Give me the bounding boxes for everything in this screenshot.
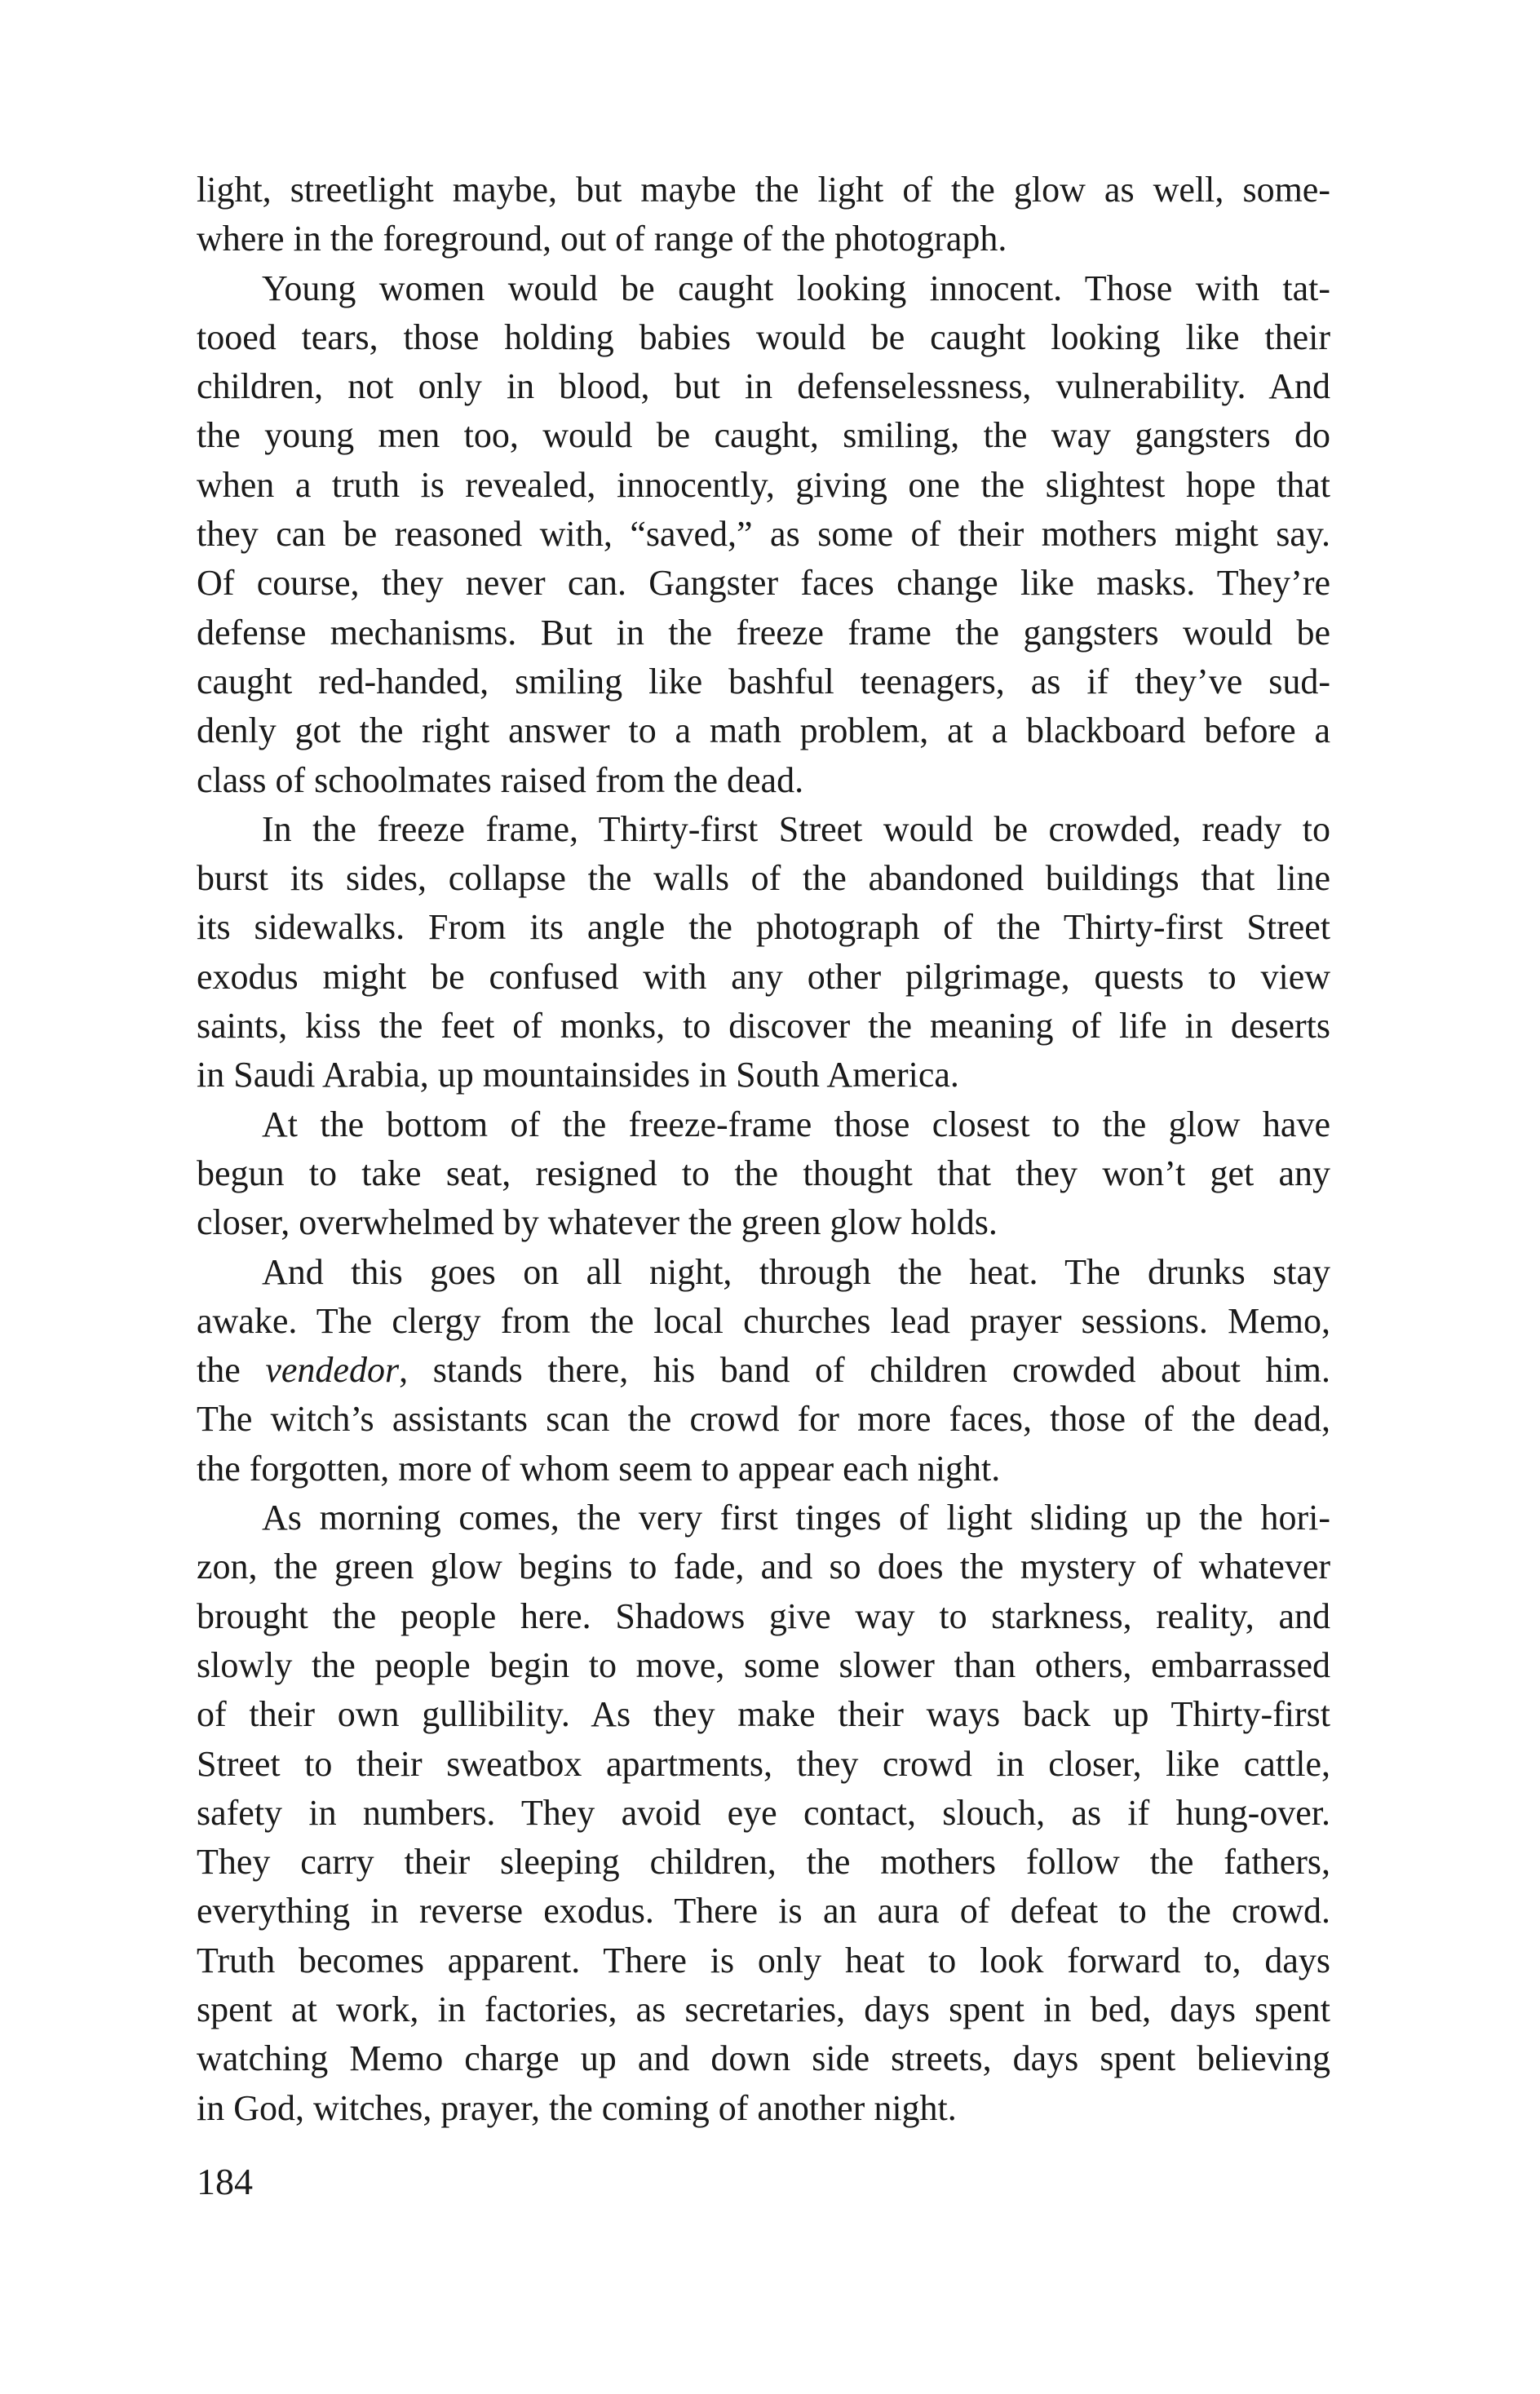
text-line: they can be reasoned with, “saved,” as some of their mothers might say. — [197, 514, 1330, 555]
text-line: The witch’s assistants scan the crowd for more faces, those of the dead, — [197, 1399, 1330, 1440]
text-line: burst its sides, collapse the walls of the abandoned buildings that line — [197, 858, 1330, 899]
paragraph-2 — [197, 264, 1330, 805]
text-line: spent at work, in factories, as secretaries, days spent in bed, days spent — [197, 1989, 1330, 2029]
text-line: in God, witches, prayer, the coming of another night. — [197, 2087, 957, 2128]
text-line: caught red-handed, smiling like bashful teenagers, as if they’ve sud- — [197, 661, 1330, 701]
paragraph-3 — [197, 805, 1330, 1100]
text-line: At the bottom of the freeze-frame those closest to the glow have — [262, 1104, 1330, 1144]
text-line: saints, kiss the feet of monks, to discover the meaning of life in deserts — [197, 1006, 1330, 1047]
italic-word: vendedor — [265, 1350, 400, 1391]
text-line: brought the people here. Shadows give way to starkness, reality, and — [197, 1595, 1330, 1636]
text-line: awake. The clergy from the local churches lead prayer sessions. Memo, — [197, 1300, 1330, 1341]
text-line: everything in reverse exodus. There is an aura of defeat to the crowd. — [197, 1891, 1330, 1932]
page-body — [197, 166, 1330, 2133]
paragraph-4 — [197, 1100, 1330, 1248]
text-line: when a truth is revealed, innocently, giving one the slightest hope that — [197, 464, 1330, 505]
text-line: closer, overwhelmed by whatever the green glow holds. — [197, 1202, 998, 1243]
text-line: Of course, they never can. Gangster faces change like masks. They’re — [197, 563, 1330, 604]
text-line: They carry their sleeping children, the mothers follow the fathers, — [197, 1842, 1330, 1883]
text-line: the vendedor, stands there, his band of children crowded about him. — [197, 1350, 1330, 1391]
text-line: denly got the right answer to a math problem, at a blackboard before a — [197, 710, 1330, 751]
text-line: begun to take seat, resigned to the thought that they won’t get any — [197, 1153, 1330, 1193]
text-line: Young women would be caught looking innocent. Those with tat- — [262, 268, 1330, 308]
text-line: slowly the people begin to move, some slower than others, embarrassed — [197, 1644, 1330, 1685]
text-line: safety in numbers. They avoid eye contact, slouch, as if hung-over. — [197, 1792, 1330, 1833]
text-line: class of schoolmates raised from the dead. — [197, 759, 804, 800]
text-line: In the freeze frame, Thirty-first Street would be crowded, ready to — [262, 808, 1330, 849]
text-line: As morning comes, the very first tinges of light sliding up the hori- — [262, 1498, 1330, 1538]
text-line: And this goes on all night, through the heat. The drunks stay — [262, 1251, 1330, 1292]
text-line: Street to their sweatbox apartments, they crowd in closer, like cattle, — [197, 1743, 1330, 1784]
page-number: 184 — [197, 2161, 253, 2202]
paragraph-6 — [197, 1493, 1330, 2133]
text-line: Truth becomes apparent. There is only heat to look forward to, days — [197, 1940, 1330, 1980]
text-line: tooed tears, those holding babies would be caught looking like their — [197, 316, 1330, 357]
text-line: in Saudi Arabia, up mountainsides in South America. — [197, 1055, 959, 1095]
text-line: light, streetlight maybe, but maybe the light of the glow as well, some- — [197, 170, 1330, 210]
paragraph-1 — [197, 166, 1330, 264]
text-line: of their own gullibility. As they make their ways back up Thirty-first — [197, 1694, 1330, 1735]
text-line: where in the foreground, out of range of the photograph. — [197, 219, 1007, 259]
text-line: exodus might be confused with any other pilgrimage, quests to view — [197, 956, 1330, 997]
paragraph-5 — [197, 1248, 1330, 1493]
text-line: zon, the green glow begins to fade, and so does the mystery of whatever — [197, 1547, 1330, 1587]
text-line: defense mechanisms. But in the freeze frame the gangsters would be — [197, 612, 1330, 653]
text-line: the forgotten, more of whom seem to appear each night. — [197, 1448, 1001, 1489]
text-line: the young men too, would be caught, smiling, the way gangsters do — [197, 415, 1330, 456]
text-line: children, not only in blood, but in defenselessness, vulnerability. And — [197, 366, 1330, 407]
text-line: its sidewalks. From its angle the photograph of the Thirty-first Street — [197, 907, 1330, 948]
text-line: watching Memo charge up and down side streets, days spent believing — [197, 2038, 1330, 2079]
